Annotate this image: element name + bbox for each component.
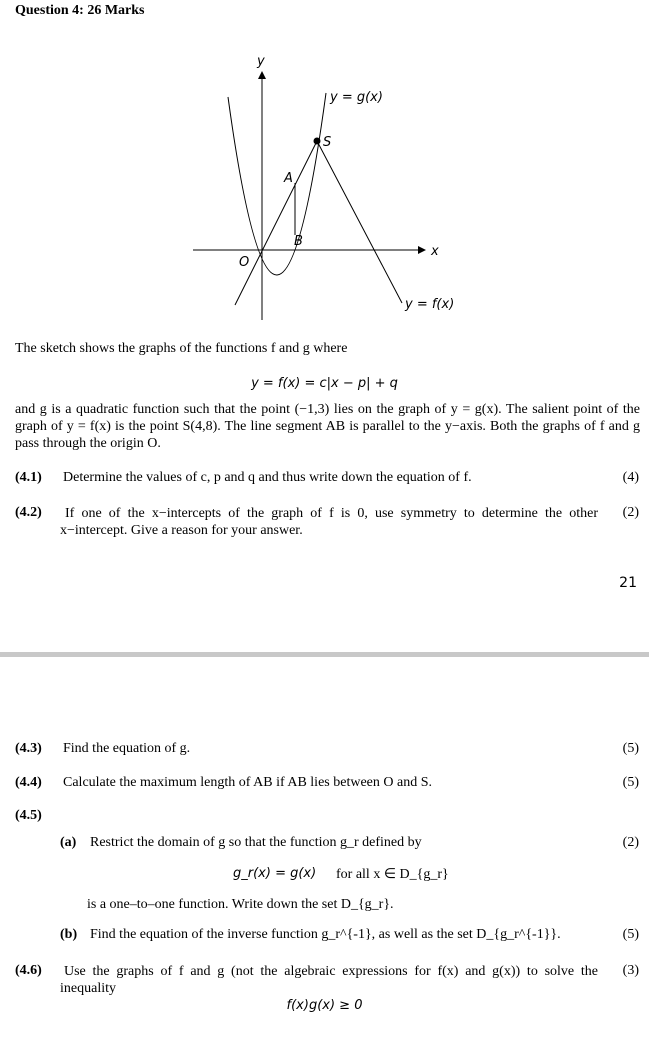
q41-text: Determine the values of c, p and q and thus write down the equation of f.	[63, 470, 472, 485]
q46-marks: (3)	[622, 963, 639, 978]
q45-number: (4.5)	[15, 808, 42, 823]
description-text: and g is a quadratic function such that the point (−1,3) lies on the graph of y = g(x). The salient point of the graph of y = f(x) is the point S(4,8). The line segment AB is parallel to the y−axis. Both the graphs of f and g pass through the origin O.	[15, 402, 640, 451]
q43-marks: (5)	[622, 741, 639, 756]
q42-marks: (2)	[622, 505, 639, 520]
point-s-marker	[314, 138, 321, 145]
q45a-followup: is a one–to–one function. Write down the set D_{g_r}.	[87, 897, 394, 912]
q45a-formula: g_r(x) = g(x)	[233, 866, 317, 881]
q45a-text: Restrict the domain of g so that the function g_r defined by	[90, 835, 422, 850]
q45b-text: Find the equation of the inverse function g_r^{-1}, as well as the set D_{g_r^{-1}}.	[90, 927, 561, 942]
intro-text: The sketch shows the graphs of the functions f and g where	[15, 341, 348, 356]
question-title: Question 4: 26 Marks	[15, 3, 145, 18]
point-b-label: B	[294, 234, 303, 249]
q43-text: Find the equation of g.	[63, 741, 191, 756]
q44-text: Calculate the maximum length of AB if AB lies between O and S.	[63, 775, 432, 790]
q42-text: If one of the x−intercepts of the graph of f is 0, use symmetry to determine the other x−intercept. Give a reason for your answer.	[60, 506, 598, 538]
function-graph	[180, 45, 480, 330]
f-label: y = f(x)	[405, 297, 455, 312]
q46-number: (4.6)	[15, 963, 42, 978]
q44-marks: (5)	[622, 775, 639, 790]
q45a-condition: for all x ∈ D_{g_r}	[336, 867, 449, 882]
q45b-label: (b)	[60, 927, 78, 942]
q42-number: (4.2)	[15, 505, 42, 520]
origin-label: O	[239, 255, 250, 270]
f-curve	[235, 141, 402, 305]
q44-number: (4.4)	[15, 775, 42, 790]
page-number: 21	[619, 575, 637, 591]
q45a-label: (a)	[60, 835, 77, 850]
g-label: y = g(x)	[330, 90, 383, 105]
g-curve	[228, 93, 326, 275]
point-a-label: A	[284, 171, 293, 186]
q45b-marks: (5)	[622, 927, 639, 942]
x-axis-label: x	[431, 244, 439, 259]
q41-marks: (4)	[622, 470, 639, 485]
q43-number: (4.3)	[15, 741, 42, 756]
q41-number: (4.1)	[15, 470, 42, 485]
q46-text: Use the graphs of f and g (not the algebraic expressions for f(x) and g(x)) to solve the inequality	[60, 964, 598, 996]
point-s-label: S	[323, 135, 332, 150]
q46-inequality: f(x)g(x) ≥ 0	[286, 998, 363, 1013]
page-separator	[0, 652, 649, 657]
y-axis-label: y	[257, 54, 265, 69]
equation-f: y = f(x) = c|x − p| + q	[251, 376, 398, 391]
q45a-marks: (2)	[622, 835, 639, 850]
